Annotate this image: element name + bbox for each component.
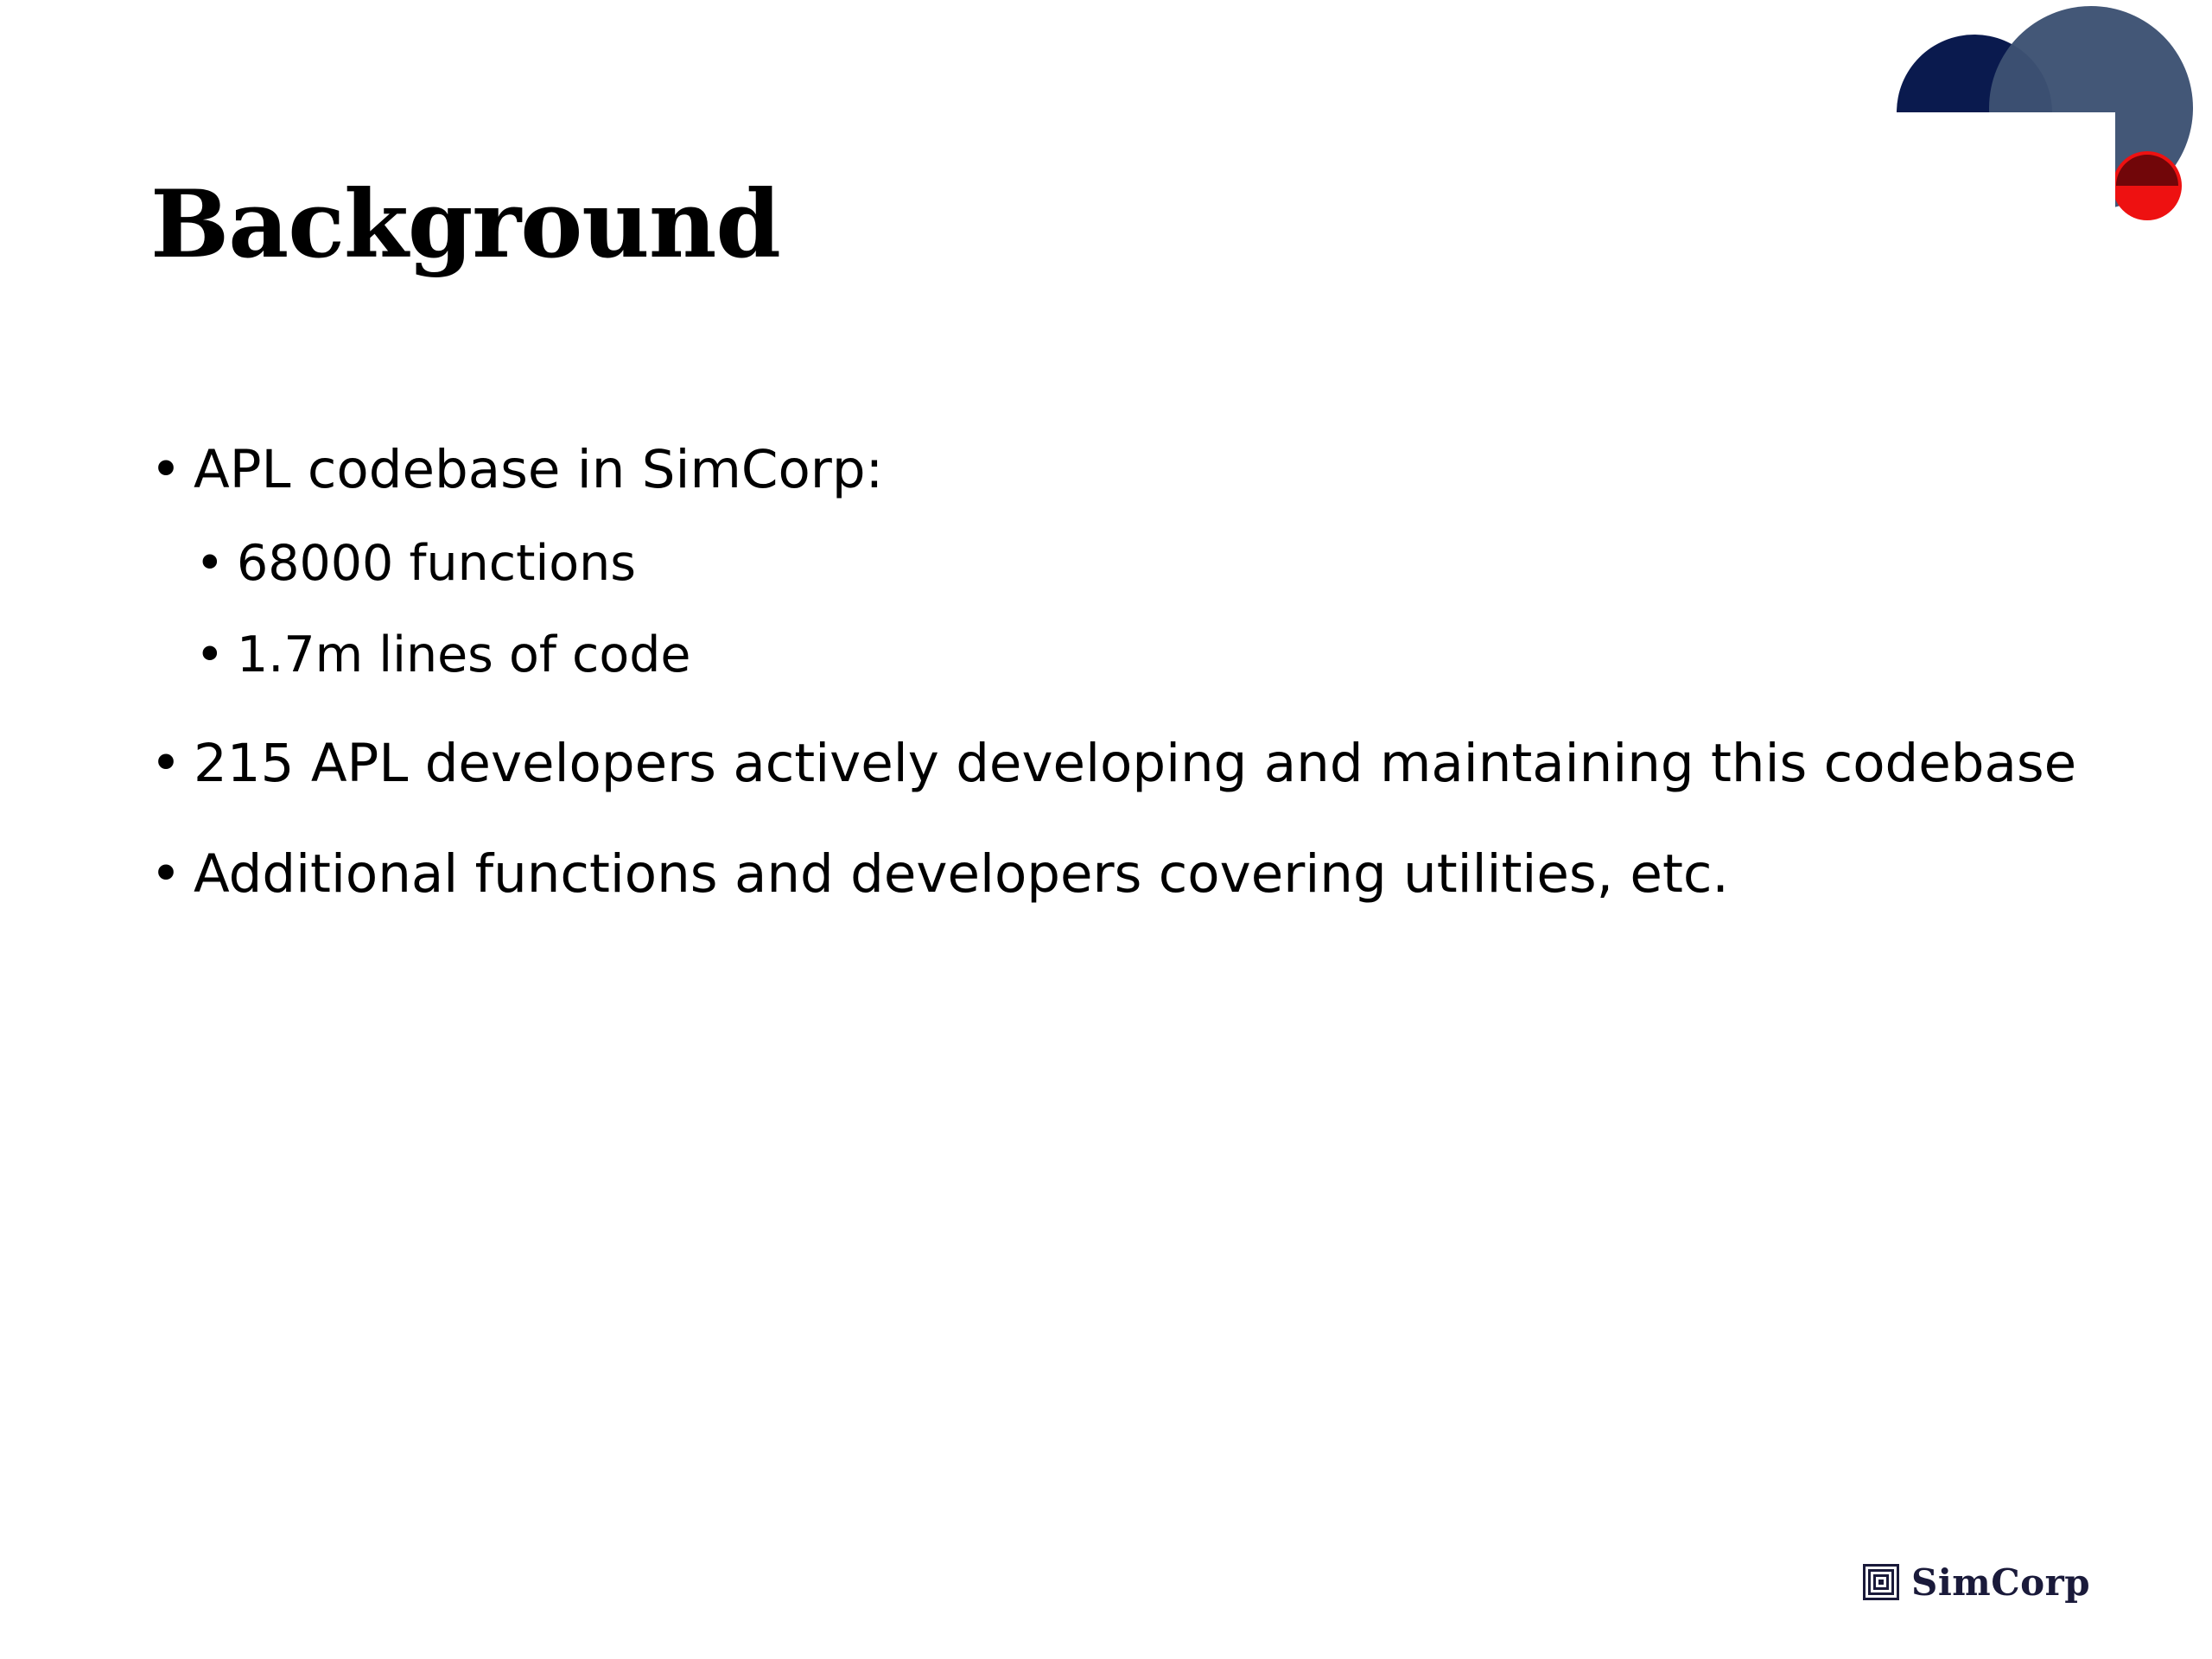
bullet-text: APL codebase in SimCorp:	[194, 439, 884, 500]
bullet-text: 68000 functions	[237, 535, 636, 592]
bullet-marker: •	[150, 843, 181, 905]
bullet-text: Additional functions and developers covering utilities, etc.	[194, 843, 1729, 905]
bullet-list	[150, 432, 2077, 912]
bullet-text: 1.7m lines of code	[237, 626, 691, 683]
bullet-text: 215 APL developers actively developing and maintaining this codebase	[194, 733, 2077, 794]
brand-logo	[1863, 1560, 2090, 1604]
list-item	[150, 432, 2051, 508]
bullet-marker: •	[150, 439, 181, 500]
list-item	[150, 619, 2051, 691]
decorative-circles-graphic	[1884, 0, 2212, 251]
brand-name: SimCorp	[1911, 1560, 2091, 1604]
slide-title: Background	[150, 170, 780, 279]
list-item	[150, 836, 2051, 912]
list-item	[150, 527, 2051, 600]
bullet-marker: •	[195, 535, 225, 592]
bullet-marker: •	[150, 733, 181, 794]
list-item	[150, 726, 2077, 802]
bullet-marker: •	[195, 626, 225, 683]
simcorp-logo-icon	[1863, 1564, 1899, 1600]
